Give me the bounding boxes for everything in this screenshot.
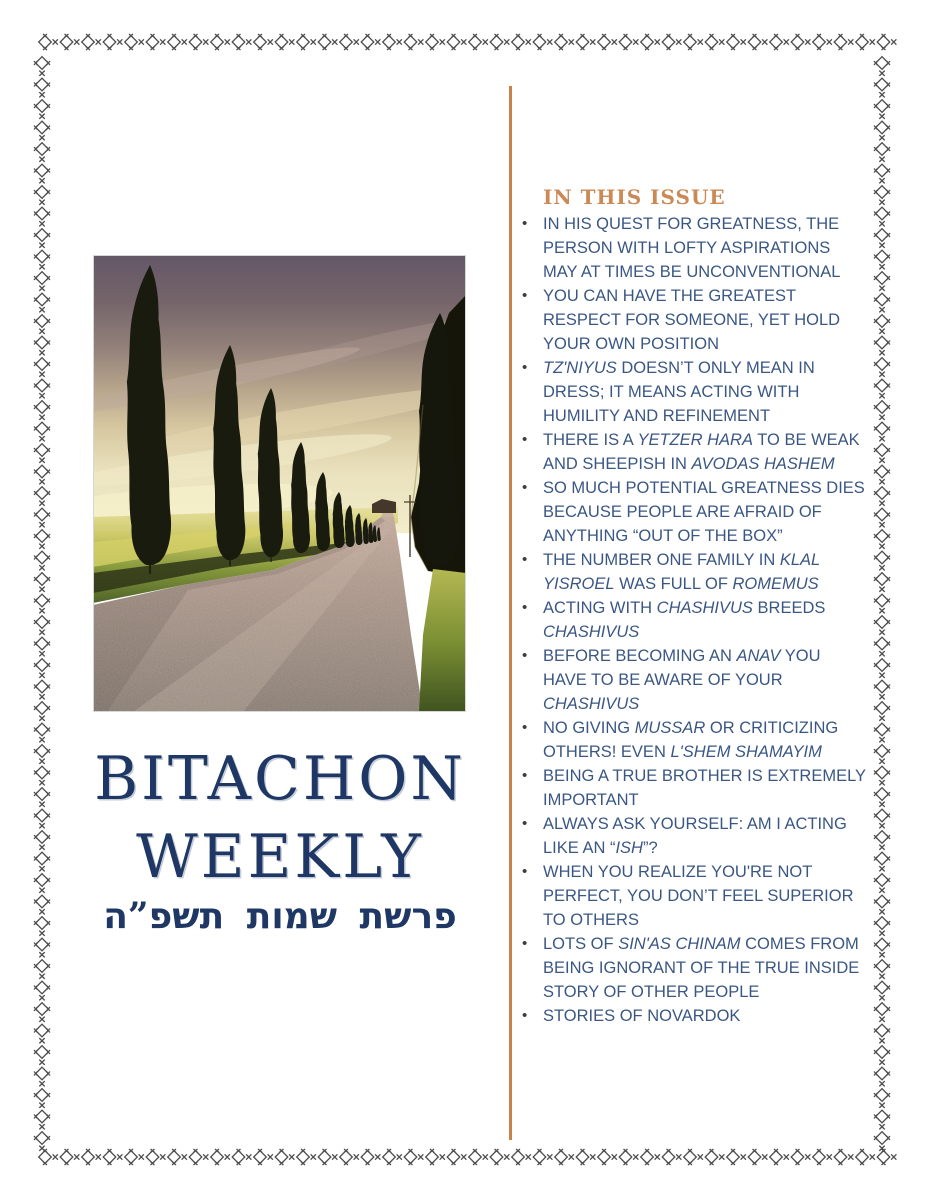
stitch-glyph: [576, 1149, 595, 1165]
toc-item: [520, 932, 868, 1004]
stitch-glyph: [447, 1149, 466, 1165]
stitch-glyph: [34, 960, 50, 979]
stitch-glyph: [874, 637, 890, 656]
stitch-glyph: [168, 1149, 187, 1165]
toc-item: [520, 644, 868, 716]
stitch-glyph: [34, 1132, 50, 1151]
stitch-glyph: [34, 358, 50, 377]
stitch-glyph: [874, 186, 890, 205]
stitch-glyph: [874, 250, 890, 269]
cypress-road-photo: [93, 255, 466, 712]
toc-item-text: THE NUMBER ONE FAMILY IN: [543, 551, 780, 569]
stitch-glyph: [684, 1149, 703, 1165]
toc-item-text: LOTS OF: [543, 935, 619, 953]
stitch-glyph: [125, 1149, 144, 1165]
stitch-glyph: [297, 1149, 316, 1165]
stitch-glyph: [874, 229, 890, 248]
toc-item-text: WHEN YOU REALIZE YOU'RE NOT PERFECT, YOU DON’T FEEL SUPERIOR TO OTHERS: [543, 863, 854, 929]
toc-item-text: ALWAYS ASK YOURSELF: AM I ACTING LIKE AN “: [543, 815, 847, 857]
stitch-glyph: [34, 594, 50, 613]
stitch-glyph: [232, 34, 251, 50]
stitch-glyph: [404, 34, 423, 50]
stitch-glyph: [34, 766, 50, 785]
stitch-glyph: [874, 78, 890, 97]
stitch-glyph: [512, 34, 531, 50]
stitch-glyph: [770, 34, 789, 50]
stitch-glyph: [34, 336, 50, 355]
stitch-glyph: [82, 34, 101, 50]
stitch-glyph: [34, 1003, 50, 1022]
stitch-glyph: [874, 745, 890, 764]
stitch-glyph: [34, 1024, 50, 1043]
stitch-glyph: [404, 1149, 423, 1165]
stitch-glyph: [125, 34, 144, 50]
toc-item: [520, 428, 868, 476]
toc-item-text: YOU CAN HAVE THE GREATEST RESPECT FOR SOMEONE, YET HOLD YOUR OWN POSITION: [543, 287, 841, 353]
stitch-glyph: [791, 1149, 810, 1165]
newsletter-title-line1: BITACHON: [94, 744, 466, 814]
stitch-glyph: [383, 34, 402, 50]
toc-item-text: TZ'NIYUS: [543, 359, 617, 377]
stitch-glyph: [34, 186, 50, 205]
stitch-glyph: [34, 57, 50, 76]
toc-item-text: ISH: [615, 839, 643, 857]
stitch-glyph: [791, 34, 810, 50]
stitch-glyph: [874, 659, 890, 678]
stitch-glyph: [34, 680, 50, 699]
toc-item: [520, 476, 868, 548]
stitch-glyph: [874, 1132, 890, 1151]
toc-item-text: IN HIS QUEST FOR GREATNESS, THE PERSON WITH LOFTY ASPIRATIONS MAY AT TIMES BE UNCONVENTIONAL: [543, 215, 841, 281]
stitch-glyph: [874, 358, 890, 377]
stitch-glyph: [254, 1149, 273, 1165]
stitch-glyph: [34, 938, 50, 957]
stitch-glyph: [189, 1149, 208, 1165]
stitch-glyph: [34, 1067, 50, 1086]
stitch-glyph: [533, 1149, 552, 1165]
stitch-glyph: [874, 594, 890, 613]
stitch-glyph: [189, 34, 208, 50]
stitch-glyph: [834, 34, 853, 50]
stitch-glyph: [447, 34, 466, 50]
stitch-glyph: [34, 616, 50, 635]
toc-item: [520, 716, 868, 764]
toc-item-text: AVODAS HASHEM: [691, 455, 835, 473]
stitch-glyph: [874, 723, 890, 742]
toc-item: [520, 764, 868, 812]
toc-item-text: CHASHIVUS: [656, 599, 753, 617]
stitch-glyph: [275, 1149, 294, 1165]
stitch-glyph: [34, 293, 50, 312]
stitch-glyph: [619, 34, 638, 50]
stitch-glyph: [874, 680, 890, 699]
toc-item-text: CHASHIVUS: [543, 695, 640, 713]
stitch-glyph: [469, 34, 488, 50]
toc-item-text: YOU HAVE TO BE AWARE OF YOUR: [543, 647, 821, 689]
stitch-glyph: [103, 34, 122, 50]
stitch-glyph: [748, 34, 767, 50]
stitch-glyph: [748, 1149, 767, 1165]
stitch-glyph: [168, 34, 187, 50]
stitch-glyph: [34, 809, 50, 828]
stitch-glyph: [874, 465, 890, 484]
stitch-glyph: [34, 659, 50, 678]
stitch-glyph: [211, 1149, 230, 1165]
stitch-glyph: [34, 229, 50, 248]
stitch-glyph: [874, 336, 890, 355]
stitch-glyph: [874, 702, 890, 721]
stitch-glyph: [383, 1149, 402, 1165]
stitch-glyph: [60, 1149, 79, 1165]
stitch-glyph: [34, 121, 50, 140]
stitch-glyph: [662, 34, 681, 50]
stitch-glyph: [297, 34, 316, 50]
stitch-glyph: [874, 809, 890, 828]
stitch-glyph: [856, 34, 875, 50]
toc-item-text: COMES FROM BEING IGNORANT OF THE TRUE INSIDE STORY OF OTHER PEOPLE: [543, 935, 860, 1001]
stitch-glyph: [874, 207, 890, 226]
stitch-glyph: [874, 57, 890, 76]
toc-item-text: BEFORE BECOMING AN: [543, 647, 737, 665]
stitch-glyph: [146, 1149, 165, 1165]
stitch-glyph: [874, 938, 890, 957]
stitch-glyph: [576, 34, 595, 50]
toc-heading: IN THIS ISSUE: [543, 185, 726, 209]
stitch-glyph: [874, 616, 890, 635]
stitch-glyph: [34, 164, 50, 183]
in-this-issue-section: [520, 186, 868, 1028]
stitch-glyph: [813, 1149, 832, 1165]
toc-item-text: BEING A TRUE BROTHER IS EXTREMELY IMPORTANT: [543, 767, 866, 809]
stitch-glyph: [34, 508, 50, 527]
stitch-glyph: [34, 250, 50, 269]
stitch-glyph: [874, 379, 890, 398]
stitch-glyph: [82, 1149, 101, 1165]
stitch-glyph: [34, 444, 50, 463]
stitch-glyph: [34, 831, 50, 850]
stitch-glyph: [34, 401, 50, 420]
toc-item-text: ROMEMUS: [732, 575, 819, 593]
stitch-glyph: [34, 1089, 50, 1108]
stitch-glyph: [512, 1149, 531, 1165]
stitch-glyph: [490, 34, 509, 50]
toc-item-text: OR CRITICIZING OTHERS! EVEN: [543, 719, 839, 761]
grass-verge: [419, 569, 466, 712]
stitch-glyph: [361, 34, 380, 50]
parsha-subtitle-hebrew: פרשת שמות תשפ”ה: [103, 895, 457, 937]
toc-item: [520, 596, 868, 644]
stitch-glyph: [232, 1149, 251, 1165]
stitch-glyph: [813, 34, 832, 50]
stitch-glyph: [146, 34, 165, 50]
stitch-glyph: [874, 315, 890, 334]
stitch-glyph: [874, 895, 890, 914]
stitch-glyph: [34, 874, 50, 893]
stitch-glyph: [874, 1003, 890, 1022]
stitch-glyph: [275, 34, 294, 50]
stitch-glyph: [34, 895, 50, 914]
stitch-glyph: [34, 573, 50, 592]
stitch-glyph: [34, 100, 50, 119]
stitch-glyph: [874, 508, 890, 527]
stitch-glyph: [874, 981, 890, 1000]
stitch-glyph: [874, 1024, 890, 1043]
stitch-glyph: [39, 34, 58, 50]
stitch-glyph: [34, 702, 50, 721]
stitch-glyph: [34, 422, 50, 441]
stitch-glyph: [555, 34, 574, 50]
stitch-glyph: [874, 1067, 890, 1086]
stitch-glyph: [426, 34, 445, 50]
stitch-glyph: [318, 1149, 337, 1165]
stitch-glyph: [34, 788, 50, 807]
stitch-glyph: [598, 34, 617, 50]
stitch-glyph: [874, 401, 890, 420]
stitch-glyph: [877, 34, 896, 50]
stitch-glyph: [641, 34, 660, 50]
toc-item: [520, 812, 868, 860]
stitch-glyph: [60, 34, 79, 50]
stitch-glyph: [34, 1110, 50, 1129]
stitch-glyph: [340, 1149, 359, 1165]
toc-item-text: CHASHIVUS: [543, 623, 640, 641]
toc-item-text: YETZER HARA: [637, 431, 753, 449]
stitch-glyph: [874, 917, 890, 936]
stitch-glyph: [34, 723, 50, 742]
stitch-glyph: [34, 465, 50, 484]
toc-item-text: SIN'AS CHINAM: [618, 935, 741, 953]
stitch-glyph: [874, 1110, 890, 1129]
stitch-glyph: [619, 1149, 638, 1165]
toc-list: [520, 212, 868, 1028]
stitch-glyph: [874, 551, 890, 570]
stitch-glyph: [340, 34, 359, 50]
stitch-glyph: [705, 1149, 724, 1165]
stitch-glyph: [34, 272, 50, 291]
toc-item: [520, 212, 868, 284]
stitch-glyph: [874, 422, 890, 441]
stitch-glyph: [34, 637, 50, 656]
toc-item-text: L'SHEM SHAMAYIM: [670, 743, 822, 761]
stitch-glyph: [874, 788, 890, 807]
stitch-glyph: [39, 1149, 58, 1165]
toc-item-text: ACTING WITH: [543, 599, 657, 617]
toc-item-text: THERE IS A: [543, 431, 638, 449]
stitch-glyph: [874, 444, 890, 463]
stitch-glyph: [856, 1149, 875, 1165]
stitch-glyph: [254, 34, 273, 50]
stitch-glyph: [211, 34, 230, 50]
column-divider-line: [509, 86, 512, 1140]
toc-item-text: ”?: [642, 839, 658, 857]
stitch-glyph: [34, 917, 50, 936]
stitch-glyph: [874, 530, 890, 549]
toc-item-text: WAS FULL OF: [614, 575, 733, 593]
stitch-glyph: [318, 34, 337, 50]
stitch-glyph: [874, 487, 890, 506]
stitch-glyph: [426, 1149, 445, 1165]
toc-item: [520, 860, 868, 932]
stitch-glyph: [874, 573, 890, 592]
stitch-glyph: [469, 1149, 488, 1165]
stitch-glyph: [34, 551, 50, 570]
stitch-glyph: [662, 1149, 681, 1165]
toc-item-text: NO GIVING: [543, 719, 635, 737]
stitch-glyph: [34, 1046, 50, 1065]
stitch-glyph: [34, 852, 50, 871]
stitch-glyph: [103, 1149, 122, 1165]
stitch-glyph: [361, 1149, 380, 1165]
stitch-glyph: [874, 272, 890, 291]
stitch-glyph: [874, 874, 890, 893]
stitch-glyph: [874, 164, 890, 183]
stitch-glyph: [877, 1149, 896, 1165]
stitch-glyph: [874, 852, 890, 871]
stitch-glyph: [533, 34, 552, 50]
toc-item-text: MUSSAR: [634, 719, 706, 737]
stitch-glyph: [34, 530, 50, 549]
stitch-glyph: [705, 34, 724, 50]
stitch-glyph: [598, 1149, 617, 1165]
stitch-glyph: [727, 1149, 746, 1165]
toc-item: [520, 1004, 868, 1028]
stitch-glyph: [874, 766, 890, 785]
toc-item-text: STORIES OF NOVARDOK: [543, 1007, 741, 1025]
stitch-glyph: [34, 143, 50, 162]
toc-item: [520, 284, 868, 356]
stitch-glyph: [874, 1089, 890, 1108]
stitch-glyph: [874, 293, 890, 312]
toc-item-text: SO MUCH POTENTIAL GREATNESS DIES BECAUSE PEOPLE ARE AFRAID OF ANYTHING “OUT OF THE BOX”: [543, 479, 865, 545]
stitch-glyph: [34, 745, 50, 764]
stitch-glyph: [874, 100, 890, 119]
stitch-glyph: [641, 1149, 660, 1165]
stitch-glyph: [770, 1149, 789, 1165]
toc-item-text: DOESN’T ONLY MEAN IN DRESS; IT MEANS ACTING WITH HUMILITY AND REFINEMENT: [543, 359, 815, 425]
toc-item-text: BREEDS: [752, 599, 826, 617]
stitch-glyph: [834, 1149, 853, 1165]
stitch-glyph: [34, 207, 50, 226]
stitch-glyph: [874, 143, 890, 162]
newsletter-title-line2: WEEKLY: [136, 822, 424, 892]
stitch-glyph: [34, 78, 50, 97]
stitch-glyph: [34, 487, 50, 506]
stitch-glyph: [874, 831, 890, 850]
stitch-glyph: [684, 34, 703, 50]
stitch-glyph: [727, 34, 746, 50]
stitch-glyph: [490, 1149, 509, 1165]
stitch-glyph: [874, 960, 890, 979]
toc-item-text: ANAV: [736, 647, 781, 665]
toc-item: [520, 356, 868, 428]
toc-item-text: KLAL YISROEL: [543, 551, 820, 593]
stitch-glyph: [874, 1046, 890, 1065]
toc-item-text: TO BE WEAK AND SHEEPISH IN: [543, 431, 860, 473]
toc-item: [520, 548, 868, 596]
stitch-glyph: [555, 1149, 574, 1165]
stitch-glyph: [34, 379, 50, 398]
masthead: [50, 740, 510, 896]
stitch-glyph: [874, 121, 890, 140]
stitch-glyph: [34, 981, 50, 1000]
stitch-glyph: [34, 315, 50, 334]
